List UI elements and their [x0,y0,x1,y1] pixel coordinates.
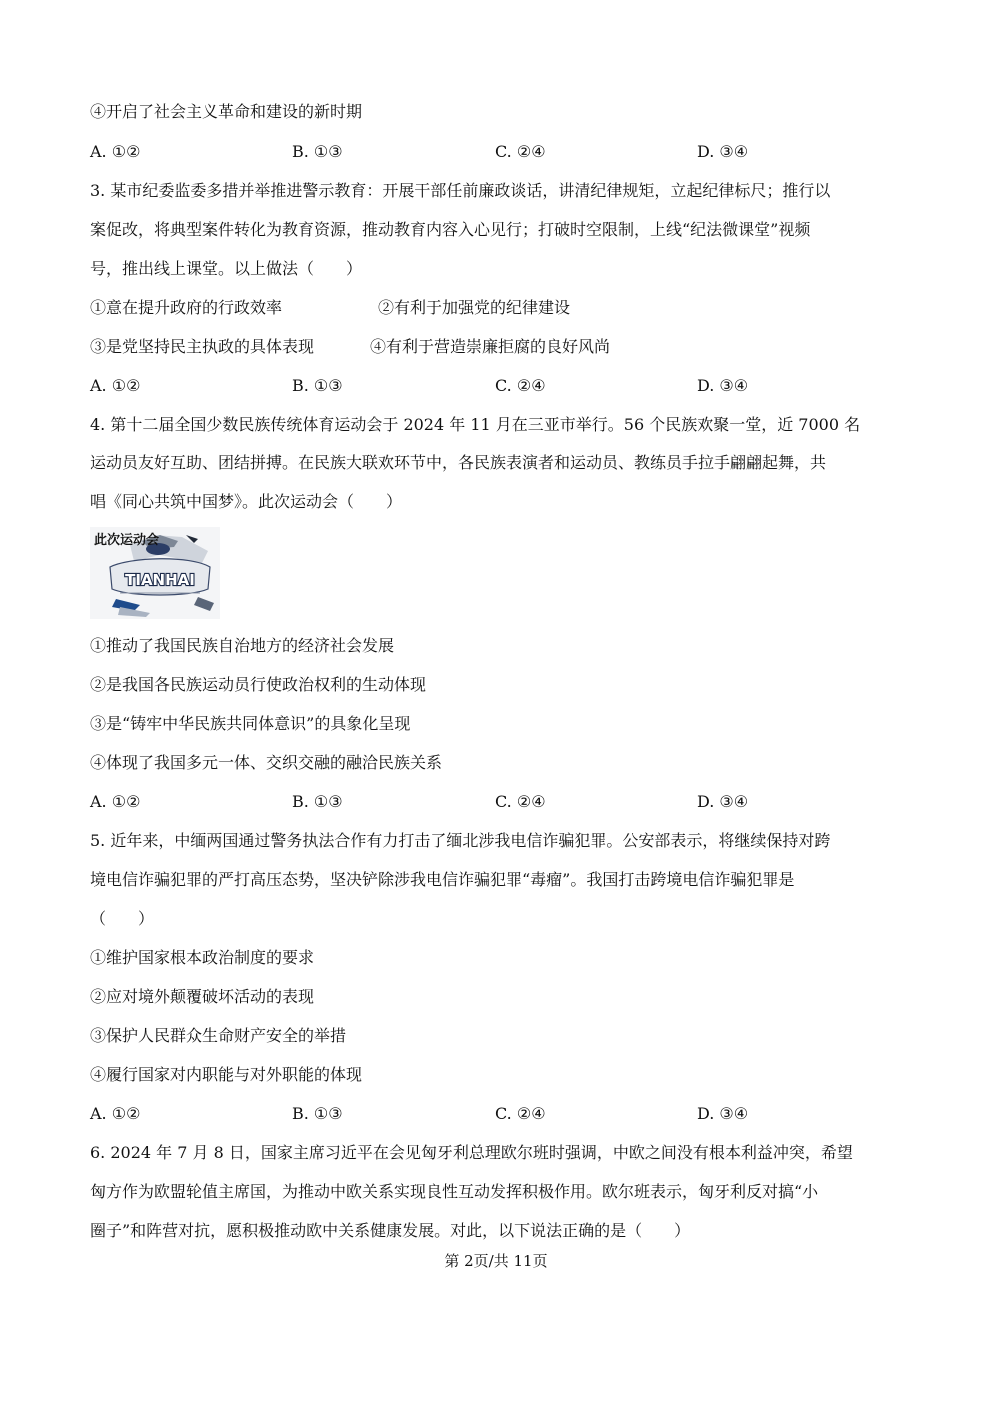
q3-item-3: ③是党坚持民主执政的具体表现 [90,337,315,356]
q5-item-3: ③保护人民群众生命财产安全的举措 [90,1026,347,1045]
q4-item-4: ④体现了我国多元一体、交织交融的融洽民族关系 [90,753,443,772]
q3-option-d: D. ③④ [697,376,749,395]
q4-figure-caption: 此次运动会 [94,533,160,548]
q6-stem-line-3: 圈子”和阵营对抗，愿积极推动欧中关系健康发展。对此，以下说法正确的是（ ） [90,1221,691,1240]
q3-items-row-1 [90,297,910,319]
q5-stem-line-2: 境电信诈骗犯罪的严打高压态势，坚决铲除涉我电信诈骗犯罪“毒瘤”。我国打击跨境电信诈骗犯罪是 [90,870,795,889]
q4-stem-line-3: 唱《同心共筑中国梦》。此次运动会（ ） [90,492,403,511]
q4-item-2: ②是我国各民族运动员行使政治权利的生动体现 [90,675,427,694]
q4-option-c: C. ②④ [495,792,546,811]
q5-option-d: D. ③④ [697,1104,749,1123]
q4-figure-image [90,527,220,619]
q5-item-2: ②应对境外颠覆破坏活动的表现 [90,987,315,1006]
q2-item-4: ④开启了社会主义革命和建设的新时期 [90,102,363,121]
q3-stem-line-3: 号，推出线上课堂。以上做法（ ） [90,259,363,278]
q2-option-d: D. ③④ [697,142,749,161]
q2-option-a: A. ①② [90,142,141,161]
q6-stem-line-2: 匈方作为欧盟轮值主席国，为推动中欧关系实现良性互动发挥积极作用。欧尔班表示，匈牙利反对搞“小 [90,1182,819,1201]
q4-options [90,791,910,813]
q2-option-b: B. ①③ [292,142,343,161]
q5-stem-line-3: （ ） [90,909,155,928]
q4-stem-line-1: 4. 第十二届全国少数民族传统体育运动会于 2024 年 11 月在三亚市举行。56 个民族欢聚一堂，近 7000 名 [90,415,861,434]
q3-item-1: ①意在提升政府的行政效率 [90,298,283,317]
q3-item-4: ④有利于营造崇廉拒腐的良好风尚 [370,337,611,356]
q3-option-b: B. ①③ [292,376,343,395]
q3-options [90,375,910,397]
q4-option-b: B. ①③ [292,792,343,811]
tianhai-logo-text: TIANHAI [125,571,195,589]
q4-stem-line-2: 运动员友好互助、团结拼搏。在民族大联欢环节中，各民族表演者和运动员、教练员手拉手翩翩起舞，共 [90,453,827,472]
q5-item-4: ④履行国家对内职能与对外职能的体现 [90,1065,363,1084]
q5-option-c: C. ②④ [495,1104,546,1123]
q6-stem-line-1: 6. 2024 年 7 月 8 日，国家主席习近平在会见匈牙利总理欧尔班时强调，中欧之间没有根本利益冲突，希望 [90,1143,853,1162]
q5-item-1: ①维护国家根本政治制度的要求 [90,948,315,967]
q5-option-b: B. ①③ [292,1104,343,1123]
q3-option-a: A. ①② [90,376,141,395]
q5-options [90,1103,910,1125]
q2-option-c: C. ②④ [495,142,546,161]
q2-options [90,141,910,163]
q3-item-2: ②有利于加强党的纪律建设 [378,298,571,317]
page-footer: 第 2页/共 11页 [444,1252,548,1270]
q4-option-a: A. ①② [90,792,141,811]
q4-option-d: D. ③④ [697,792,749,811]
q4-item-1: ①推动了我国民族自治地方的经济社会发展 [90,636,395,655]
q3-option-c: C. ②④ [495,376,546,395]
q3-stem-line-1: 3. 某市纪委监委多措并举推进警示教育：开展干部任前廉政谈话，讲清纪律规矩，立起纪律标尺；推行以 [90,181,831,200]
q5-stem-line-1: 5. 近年来，中缅两国通过警务执法合作有力打击了缅北涉我电信诈骗犯罪。公安部表示，将继续保持对跨 [90,831,831,850]
q3-items-row-2 [90,336,910,358]
q4-item-3: ③是“铸牢中华民族共同体意识”的具象化呈现 [90,714,411,733]
q5-option-a: A. ①② [90,1104,141,1123]
q3-stem-line-2: 案促改，将典型案件转化为教育资源，推动教育内容入心见行；打破时空限制，上线“纪法微课堂”视频 [90,220,811,239]
